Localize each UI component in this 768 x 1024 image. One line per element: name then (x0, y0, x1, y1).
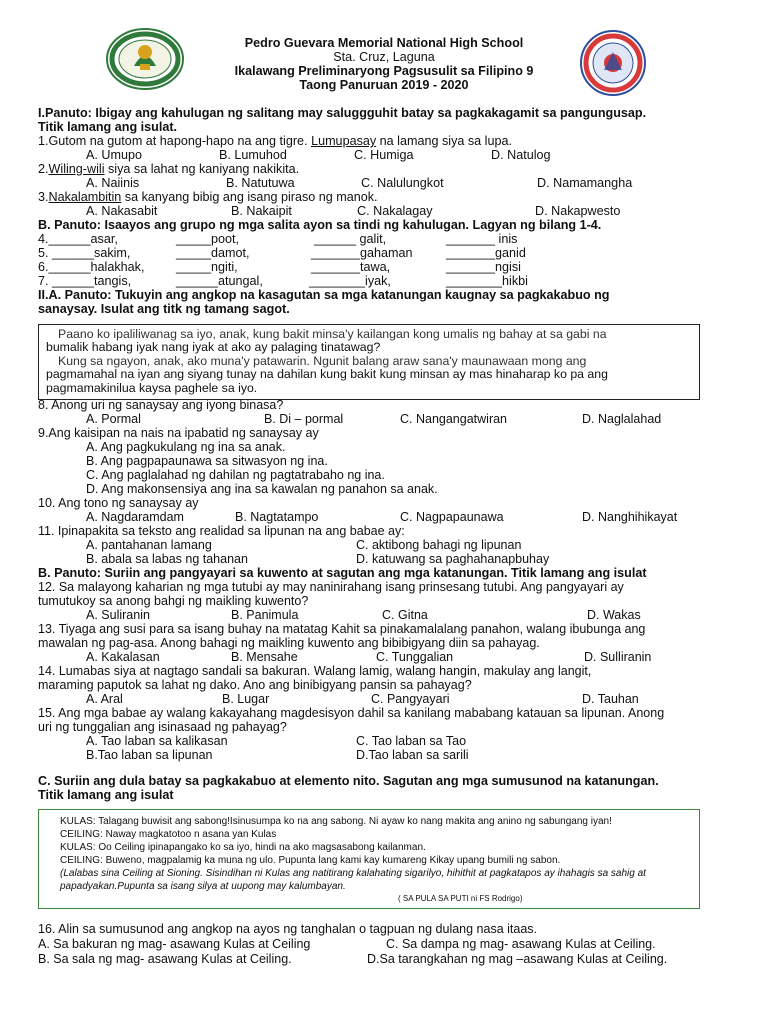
q9-choice-d: D. Ang makonsensiya ang ina sa kawalan ng panahon sa anak. (86, 482, 438, 496)
q2-choice-c: C. Nalulungkot (361, 176, 444, 190)
rank-row-5-col3: _______gahaman (311, 246, 413, 260)
rank-row-4-col2: _____poot, (176, 232, 240, 246)
partb-story-instruction: B. Panuto: Suriin ang pangyayari sa kuwento at sagutan ang mga katanungan. Titik lamang ang isulat (38, 566, 647, 580)
q3-choice-c: C. Nakalagay (357, 204, 433, 218)
exam-title: Ikalawang Preliminaryong Pagsusulit sa Filipino 9 (234, 64, 534, 78)
q14-choice-a: A. Aral (86, 692, 123, 706)
question-12-line2: tumutukoy sa anong bahgi ng maikling kuwento? (38, 594, 309, 608)
q12-choice-b: B. Panimula (231, 608, 299, 622)
stage-direction-line-1: (Lalabas sina Ceiling at Sioning. Sisindihan ni Kulas ang natitirang kalahating sigarilyo, hihithit at pagkatapos ay ihahagis sa sahig at (60, 868, 646, 879)
rank-row-5-col2: _____damot, (176, 246, 250, 260)
q15-choice-a: A. Tao laban sa kalikasan (86, 734, 228, 748)
q14-choice-b: B. Lugar (222, 692, 270, 706)
partb-ranking-instruction: B. Panuto: Isaayos ang grupo ng mga salita ayon sa tindi ng kahulugan. Lagyan ng bilang 1-4. (38, 218, 602, 232)
rank-row-6-col3: _______tawa, (311, 260, 391, 274)
q11-choice-d: D. katuwang sa paghahanapbuhay (356, 552, 550, 566)
q1-choice-d: D. Natulog (491, 148, 551, 162)
question-12: 12. Sa malayong kaharian ng mga tutubi ay may naninirahang isang prinsesang tutubi. Ang pangyayari ay (38, 580, 624, 594)
q11-choice-b: B. abala sa labas ng tahanan (86, 552, 248, 566)
q13-choice-c: C. Tunggalian (376, 650, 454, 664)
passage-line-3: Kung sa ngayon, anak, ako muna'y patawarin. Ngunit balang araw sana'y maunawaan mong ang (58, 354, 587, 368)
question-3: 3.Nakalambitin sa kanyang bibig ang isang piraso ng manok. (38, 190, 378, 204)
q14-choice-c: C. Pangyayari (371, 692, 450, 706)
question-15-line2: uri ng tunggalian ang isinasaad ng pahayag? (38, 720, 287, 734)
rank-row-7-col1: 7. ______tangis, (38, 274, 132, 288)
rank-row-7-col4: ________hikbi (446, 274, 528, 288)
rank-row-5-col1: 5. ______sakim, (38, 246, 131, 260)
question-11: 11. Ipinapakita sa teksto ang realidad sa lipunan na ang babae ay: (38, 524, 405, 538)
rank-row-5-col4: _______ganid (446, 246, 526, 260)
q1-choice-b: B. Lumuhod (219, 148, 287, 162)
q9-choice-a: A. Ang pagkukulang ng ina sa anak. (86, 440, 286, 454)
question-16: 16. Alin sa sumusunod ang angkop na ayos ng tanghalan o tagpuan ng dulang nasa itaas. (38, 922, 537, 936)
q3-choice-d: D. Nakapwesto (535, 204, 621, 218)
part2a-instruction: II.A. Panuto: Tukuyin ang angkop na kasagutan sa mga katanungan kaugnay sa pagkakabuo ng (38, 288, 610, 302)
question-13-line2: mawalan ng pag-asa. Anong bahagi ng maikling kuwento ang bibibigyang diin sa pahayag. (38, 636, 540, 650)
q9-choice-b: B. Ang pagpapaunawa sa sitwasyon ng ina. (86, 454, 328, 468)
q8-choice-d: D. Naglalahad (582, 412, 662, 426)
rank-row-4-col3: ______ galit, (314, 232, 387, 246)
school-location: Sta. Cruz, Laguna (333, 50, 435, 64)
rank-row-7-col3: ________iyak, (309, 274, 391, 288)
school-name: Pedro Guevara Memorial National High School (244, 36, 524, 50)
q2-choice-a: A. Naiinis (86, 176, 140, 190)
q13-choice-d: D. Sulliranin (584, 650, 652, 664)
q16-choice-b: B. Sa sala ng mag- asawang Kulas at Ceiling. (38, 952, 292, 966)
rank-row-6-col2: _____ngiti, (176, 260, 238, 274)
q10-choice-b: B. Nagtatampo (235, 510, 319, 524)
q16-choice-d: D.Sa tarangkahan ng mag –asawang Kulas at Ceiling. (367, 952, 668, 966)
passage-line-4: pagmamahal na iyan ang siyang tunay na dahilan kung bakit kung minsan ay mas hinaharap ko pa ang (46, 367, 608, 381)
rank-row-4-col4: _______ inis (446, 232, 518, 246)
part1-instruction: I.Panuto: Ibigay ang kahulugan ng salitang may saluggguhit batay sa pagkakagamit sa pangungusap. (38, 106, 647, 120)
q15-choice-b: B.Tao laban sa lipunan (86, 748, 213, 762)
part2a-instruction-line2: sanaysay. Isulat ang titk ng tamang sagot. (38, 302, 290, 316)
dialogue-line-3: KULAS: Oo Ceiling ipinapangako ko sa iyo, hindi na ako magsasabong kailanman. (60, 842, 426, 853)
q8-choice-b: B. Di – pormal (264, 412, 344, 426)
rank-row-6-col1: 6.______halakhak, (38, 260, 145, 274)
question-14-line2: maraming paputok sa lahat ng dako. Ano ang binibigyang pansin sa pahayag? (38, 678, 472, 692)
q14-choice-d: D. Tauhan (582, 692, 639, 706)
q2-choice-b: B. Natutuwa (226, 176, 295, 190)
q2-choice-d: D. Namamangha (537, 176, 633, 190)
q3-choice-b: B. Nakaipit (231, 204, 292, 218)
part1-instruction-line2: Titik lamang ang isulat. (38, 120, 178, 134)
q13-choice-a: A. Kakalasan (86, 650, 160, 664)
q12-choice-c: C. Gitna (382, 608, 428, 622)
school-year: Taong Panuruan 2019 - 2020 (299, 78, 469, 92)
drama-source: ( SA PULA SA PUTI ni FS Rodrigo) (398, 894, 523, 903)
q8-choice-c: C. Nangangatwiran (400, 412, 508, 426)
rank-row-4-col1: 4.______asar, (38, 232, 118, 246)
dialogue-line-1: KULAS: Talagang buwisit ang sabong!Isinusumpa ko na ang sabong. Ni ayaw ko nang makita ang anino ng sabungang iyan! (60, 816, 612, 827)
q9-choice-c: C. Ang paglalahad ng dahilan ng pagtatrabaho ng ina. (86, 468, 385, 482)
rank-row-7-col2: ______atungal, (176, 274, 263, 288)
q15-choice-c: C. Tao laban sa Tao (356, 734, 467, 748)
q10-choice-d: D. Nanghihikayat (582, 510, 678, 524)
q12-choice-a: A. Suliranin (86, 608, 150, 622)
partc-instruction-line2: Titik lamang ang isulat (38, 788, 174, 802)
rank-row-6-col4: _______ngisi (446, 260, 521, 274)
question-15: 15. Ang mga babae ay walang kakayahang magdesisyon dahil sa kanilang mababang katauan sa lipunan. Anong (38, 706, 665, 720)
passage-line-1: Paano ko ipaliliwanag sa iyo, anak, kung bakit minsa'y kailangan kong umalis ng bahay at sa gabi na (58, 327, 607, 341)
q10-choice-a: A. Nagdaramdam (86, 510, 184, 524)
q16-choice-c: C. Sa dampa ng mag- asawang Kulas at Ceiling. (386, 937, 656, 951)
q13-choice-b: B. Mensahe (231, 650, 298, 664)
dialogue-line-4: CEILING: Buweno, magpalamig ka muna ng ulo. Pupunta lang kami kay kumareng Kikay upang bumili ng sabon. (60, 855, 561, 866)
q16-choice-a: A. Sa bakuran ng mag- asawang Kulas at Ceiling (38, 937, 311, 951)
question-2: 2.Wiling-wili siya sa lahat ng kaniyang nakikita. (38, 162, 300, 176)
question-9: 9.Ang kaisipan na nais na ipabatid ng sanaysay ay (38, 426, 319, 440)
question-14: 14. Lumabas siya at nagtago sandali sa bakuran. Walang lamig, walang hangin, makulay ang langit, (38, 664, 592, 678)
q1-choice-a: A. Umupo (86, 148, 142, 162)
question-13: 13. Tiyaga ang susi para sa isang buhay na matatag Kahit sa pinakamalalang panahon, walang ibubunga ang (38, 622, 646, 636)
q11-choice-c: C. aktibong bahagi ng lipunan (356, 538, 522, 552)
question-1: 1.Gutom na gutom at hapong-hapo na ang tigre. Lumupasay na lamang siya sa lupa. (38, 134, 512, 148)
partc-instruction: C. Suriin ang dula batay sa pagkakabuo at elemento nito. Sagutan ang mga sumusunod na katanungan. (38, 774, 659, 788)
q11-choice-a: A. pantahanan lamang (86, 538, 212, 552)
question-8: 8. Anong uri ng sanaysay ang iyong binasa? (38, 398, 284, 412)
q8-choice-a: A. Pormal (86, 412, 141, 426)
passage-line-2: bumalik habang iyak nang iyak at ako ay palaging tinatawag? (46, 340, 381, 354)
dialogue-line-2: CEILING: Naway magkatotoo n asana yan Kulas (60, 829, 277, 840)
question-10: 10. Ang tono ng sanaysay ay (38, 496, 199, 510)
q3-choice-a: A. Nakasabit (86, 204, 158, 218)
stage-direction-line-2: papadyakan.Pupunta sa isang silya at uupong may kalumbayan. (60, 881, 346, 892)
q15-choice-d: D.Tao laban sa sarili (356, 748, 469, 762)
q10-choice-c: C. Nagpapaunawa (400, 510, 504, 524)
passage-line-5: pagmamakinilua kaysa paghele sa iyo. (46, 381, 258, 395)
q1-choice-c: C. Humiga (354, 148, 414, 162)
q12-choice-d: D. Wakas (587, 608, 641, 622)
